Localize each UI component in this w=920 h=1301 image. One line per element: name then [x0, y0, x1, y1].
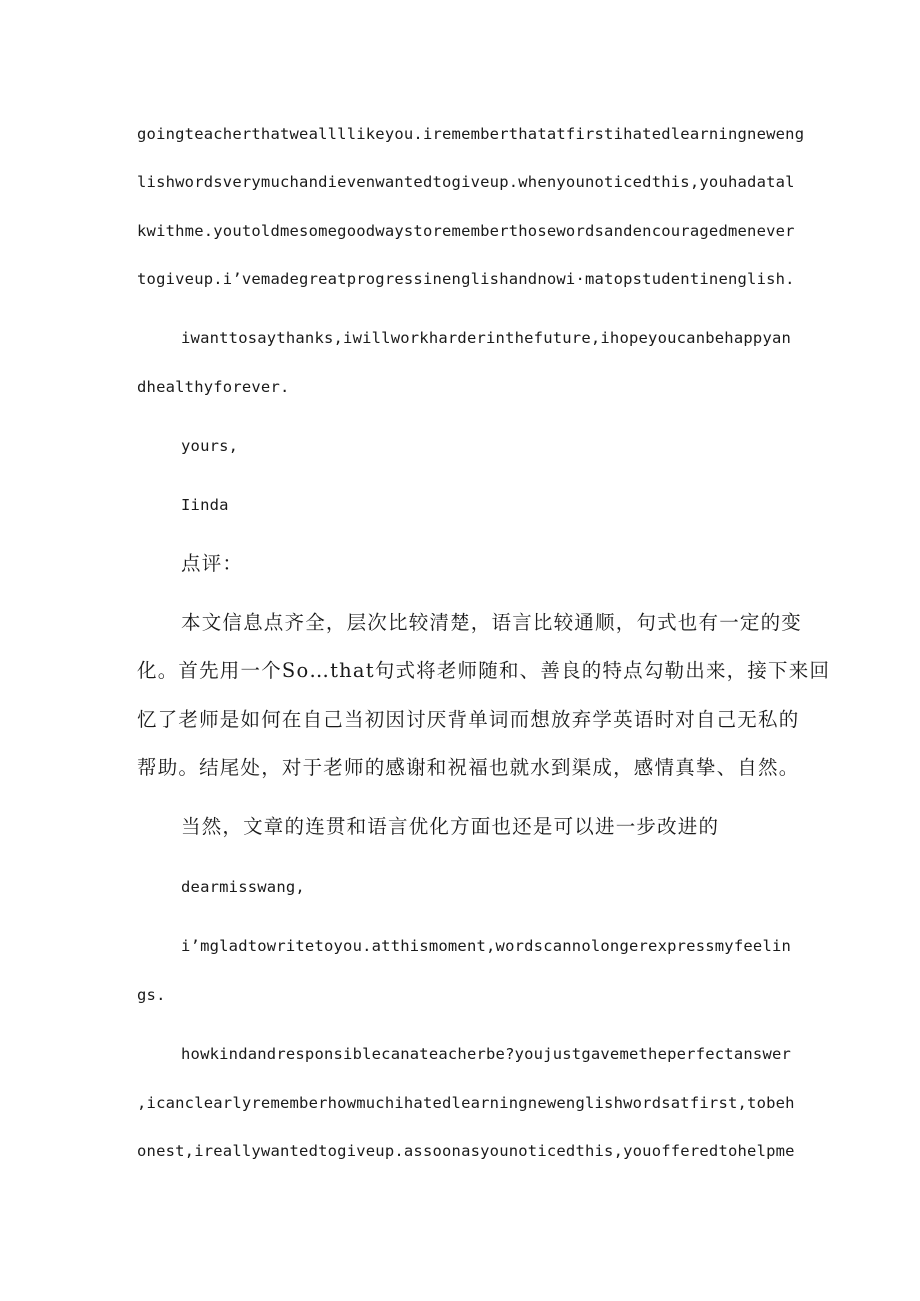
- review-label: 点评：: [181, 552, 244, 575]
- letter1-signature: Iinda: [181, 496, 229, 514]
- letter2-body-line: onest,ireallywantedtogiveup.assoonasyounoticedthis,youofferedtohelpme: [137, 1142, 795, 1160]
- letter1-thanks-line: iwanttosaythanks,iwillworkharderinthefuture,ihopeyoucanbehappyan: [181, 329, 792, 347]
- letter1-closing: yours,: [181, 437, 239, 455]
- review-note: 当然，文章的连贯和语言优化方面也还是可以进一步改进的: [181, 815, 720, 838]
- letter2-body-line: howkindandresponsiblecanateacherbe?youjustgavemetheperfectanswer: [181, 1045, 792, 1063]
- letter1-line: togiveup.i’vemadegreatprogressinenglishandnowi·matopstudentinenglish.: [137, 270, 795, 288]
- letter2-body-line: ,icanclearlyrememberhowmuchihatedlearningnewenglishwordsatfirst,tobeh: [137, 1094, 795, 1112]
- review-line: 帮助。结尾处，对于老师的感谢和祝福也就水到渠成，感情真挚、自然。: [137, 756, 800, 779]
- review-line: 忆了老师是如何在自己当初因讨厌背单词而想放弃学英语时对自己无私的: [137, 708, 800, 731]
- letter1-line: kwithme.youtoldmesomegoodwaystorememberthosewordsandencouragedmenever: [137, 222, 795, 240]
- letter2-intro-line: i’mgladtowritetoyou.atthismoment,wordscannolongerexpressmyfeelin: [181, 937, 792, 955]
- letter1-line: goingteacherthatweallllikeyou.irememberthatatfirstihatedlearningneweng: [137, 125, 805, 143]
- review-line: 本文信息点齐全，层次比较清楚，语言比较通顺，句式也有一定的变: [181, 611, 803, 634]
- letter2-salutation: dearmisswang,: [181, 878, 305, 896]
- letter1-thanks-line: dhealthyforever.: [137, 378, 290, 396]
- review-line: 化。首先用一个So…that句式将老师随和、善良的特点勾勒出来，接下来回: [137, 659, 831, 682]
- letter2-intro-line: gs.: [137, 986, 166, 1004]
- letter1-line: lishwordsverymuchandievenwantedtogiveup.whenyounoticedthis,youhadatal: [137, 173, 795, 191]
